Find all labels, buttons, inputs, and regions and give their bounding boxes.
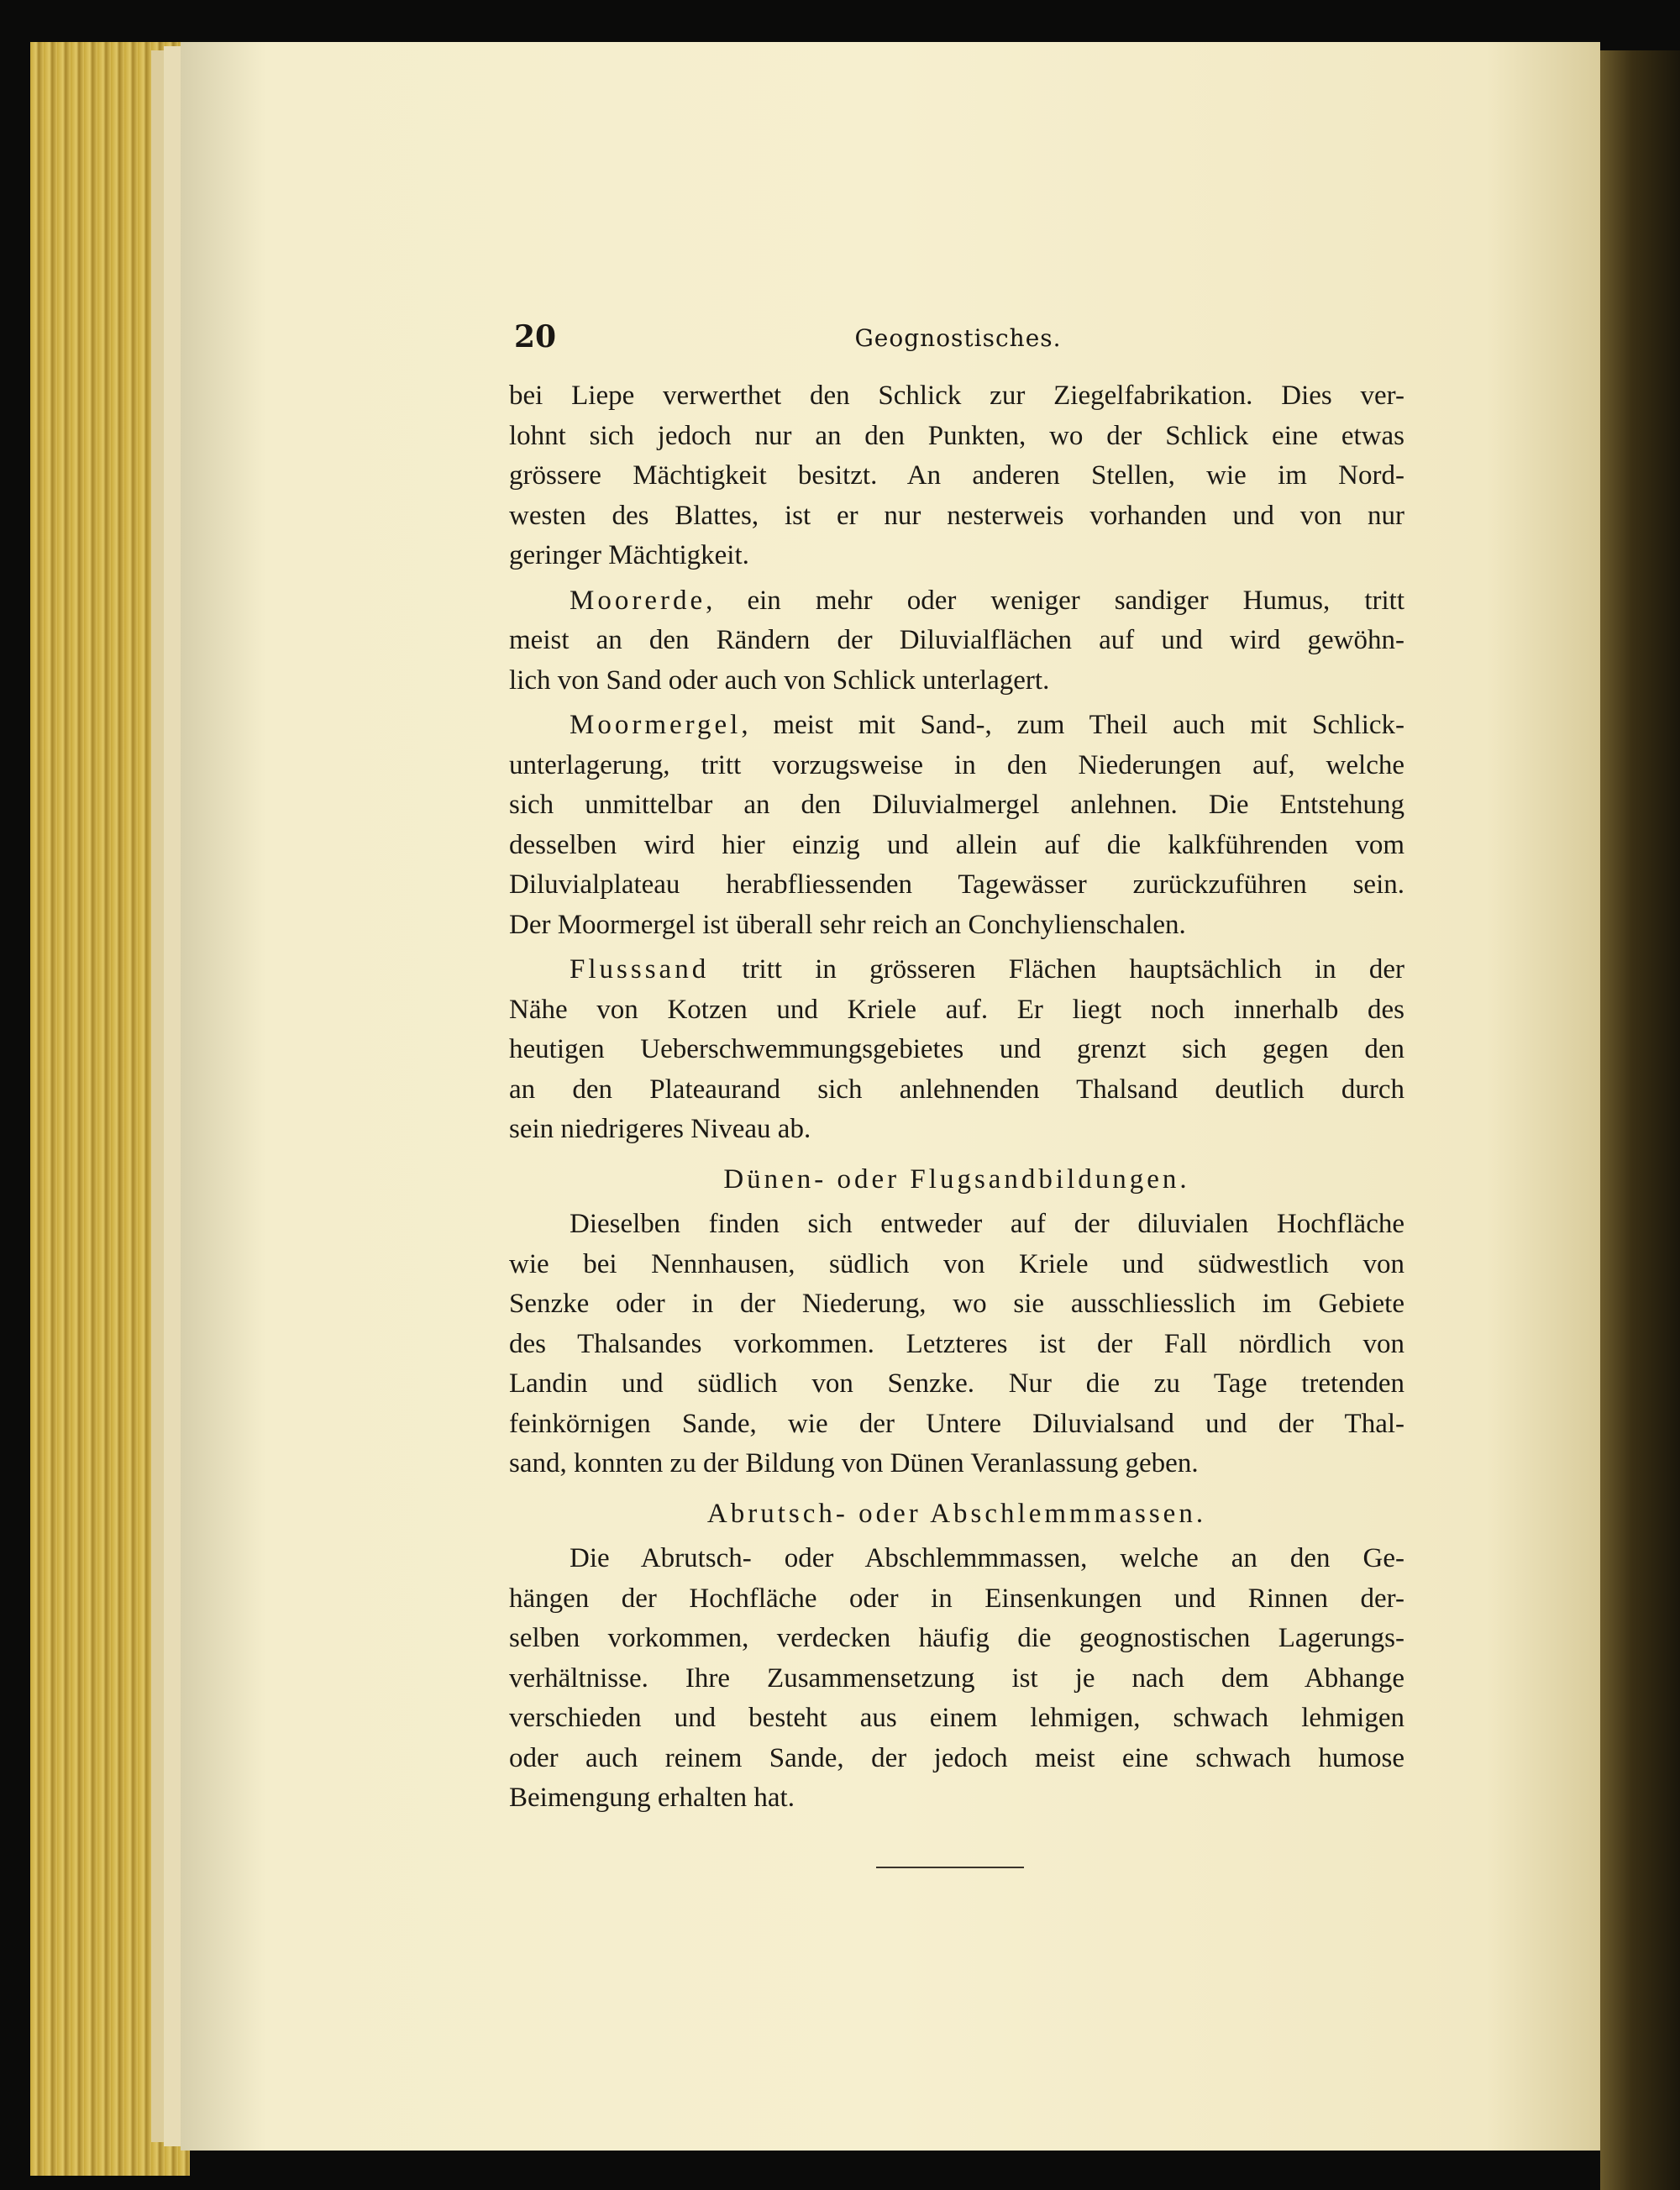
section-heading: Abrutsch- oder Abschlemmmassen.: [706, 1498, 1207, 1529]
text-line: hängen der Hochfläche oder in Einsenkungen und Rinnen der-: [509, 1583, 1404, 1614]
page-body: [509, 376, 1404, 1819]
text-line: meist an den Rändern der Diluvialflächen auf und wird gewöhn-: [509, 625, 1404, 655]
text-line: unterlagerung, tritt vorzugsweise in den Niederungen auf, welche: [509, 749, 1404, 780]
text-line: Senzke oder in der Niederung, wo sie ausschliesslich im Gebiete: [509, 1289, 1404, 1319]
section-heading: Dünen- oder Flugsandbildungen.: [723, 1163, 1190, 1195]
text-line: lich von Sand oder auch von Schlick unterlagert.: [509, 664, 1050, 696]
text-line: Moormergel, meist mit Sand-, zum Theil auch mit Schlick-: [570, 710, 1404, 740]
text-line: oder auch reinem Sande, der jedoch meist eine schwach humose: [509, 1742, 1404, 1773]
text-line: selben vorkommen, verdecken häufig die geognostischen Lagerungs-: [509, 1623, 1404, 1653]
text-line: westen des Blattes, ist er nur nesterweis vorhanden und von nur: [509, 500, 1404, 531]
term-flusssand: Flusssand: [570, 954, 710, 985]
page-number: 20: [514, 319, 557, 354]
term-moormergel: Moormergel: [570, 710, 742, 740]
text-line: sich unmittelbar an den Diluvialmergel anlehnen. Die Entstehung: [509, 790, 1404, 820]
text-line: bei Liepe verwerthet den Schlick zur Ziegelfabrikation. Dies ver-: [509, 381, 1404, 411]
text-line: Nähe von Kotzen und Kriele auf. Er liegt noch innerhalb des: [509, 994, 1404, 1025]
text-line: Der Moormergel ist überall sehr reich an Conchylienschalen.: [509, 909, 1186, 940]
text-line: Die Abrutsch- oder Abschlemmmassen, welche an den Ge-: [570, 1543, 1404, 1573]
page-header: [511, 319, 1405, 361]
text-line: feinkörnigen Sande, wie der Untere Diluvialsand und der Thal-: [509, 1408, 1404, 1439]
text-line: grössere Mächtigkeit besitzt. An anderen Stellen, wie im Nord-: [509, 460, 1404, 491]
text-line: desselben wird hier einzig und allein auf die kalkführenden vom: [509, 829, 1404, 860]
text-line: lohnt sich jedoch nur an den Punkten, wo der Schlick eine etwas: [509, 420, 1404, 451]
text-line: Landin und südlich von Senzke. Nur die zu Tage tretenden: [509, 1368, 1404, 1399]
book-cover-edge: [1600, 50, 1680, 2190]
text-line: Diluvialplateau herabfliessenden Tagewässer zurückzuführen sein.: [509, 869, 1404, 900]
text-line: verhältnisse. Ihre Zusammensetzung ist je nach dem Abhange: [509, 1662, 1404, 1694]
text-line: wie bei Nennhausen, südlich von Kriele und südwestlich von: [509, 1248, 1404, 1279]
text-line: Moorerde, ein mehr oder weniger sandiger Humus, tritt: [570, 585, 1404, 616]
text-line: sein niedrigeres Niveau ab.: [509, 1114, 811, 1144]
end-rule: [876, 1867, 1024, 1868]
term-moorerde: Moorerde: [570, 585, 706, 616]
text-line: sand, konnten zu der Bildung von Dünen Veranlassung geben.: [509, 1448, 1199, 1478]
text-line: an den Plateaurand sich anlehnenden Thalsand deutlich durch: [509, 1074, 1404, 1105]
text-line: geringer Mächtigkeit.: [509, 540, 749, 570]
text-line: Flusssand tritt in grösseren Flächen hauptsächlich in der: [570, 954, 1404, 985]
text-line: Beimengung erhalten hat.: [509, 1783, 795, 1813]
running-title: Geognostisches.: [854, 324, 1062, 352]
text-line: Dieselben finden sich entweder auf der diluvialen Hochfläche: [570, 1209, 1404, 1239]
text-line: heutigen Ueberschwemmungsgebietes und grenzt sich gegen den: [509, 1034, 1404, 1064]
text-line: verschieden und besteht aus einem lehmigen, schwach lehmigen: [509, 1703, 1404, 1733]
text-line: des Thalsandes vorkommen. Letzteres ist der Fall nördlich von: [509, 1328, 1404, 1359]
